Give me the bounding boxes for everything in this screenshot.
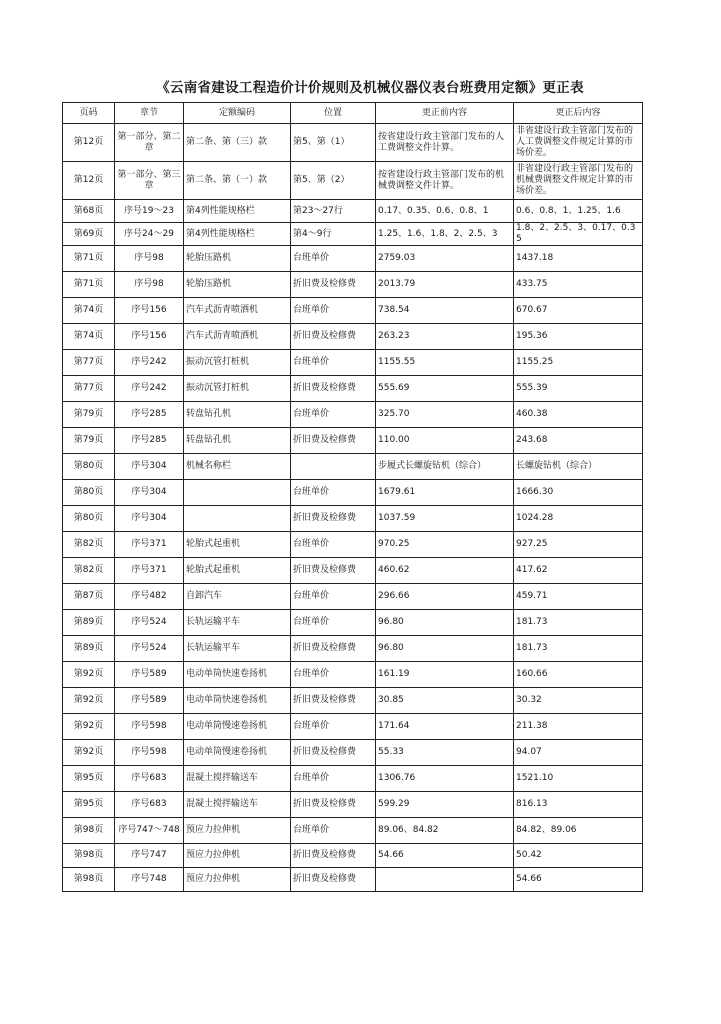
errata-table <box>62 102 643 892</box>
table-row <box>63 298 643 324</box>
cell-page: 第92页 <box>63 714 115 740</box>
cell-page: 第71页 <box>63 272 115 298</box>
cell-position: 折旧费及检修费 <box>291 428 376 454</box>
cell-position: 台班单价 <box>291 584 376 610</box>
cell-section: 序号524 <box>115 636 184 662</box>
cell-page: 第82页 <box>63 558 115 584</box>
cell-before: 970.25 <box>376 532 514 558</box>
cell-page: 第87页 <box>63 584 115 610</box>
table-header-row <box>63 103 643 124</box>
header-page: 页码 <box>63 103 115 124</box>
table-row <box>63 818 643 844</box>
cell-position: 台班单价 <box>291 766 376 792</box>
cell-after: 211.38 <box>514 714 643 740</box>
cell-quota-code: 第4列性能规格栏 <box>184 223 291 246</box>
cell-section: 序号285 <box>115 402 184 428</box>
cell-quota-code: 汽车式沥青喷洒机 <box>184 298 291 324</box>
table-row <box>63 223 643 246</box>
cell-position: 台班单价 <box>291 714 376 740</box>
cell-before: 110.00 <box>376 428 514 454</box>
table-row <box>63 584 643 610</box>
cell-after: 195.36 <box>514 324 643 350</box>
cell-section: 序号242 <box>115 350 184 376</box>
cell-position: 台班单价 <box>291 246 376 272</box>
cell-before: 步履式长螺旋钻机（综合） <box>376 454 514 480</box>
cell-page: 第80页 <box>63 454 115 480</box>
cell-section: 序号598 <box>115 740 184 766</box>
cell-before: 1155.55 <box>376 350 514 376</box>
cell-section: 序号242 <box>115 376 184 402</box>
table-row <box>63 714 643 740</box>
cell-quota-code: 第二条、第（三）款 <box>184 124 291 162</box>
cell-section: 序号98 <box>115 246 184 272</box>
cell-page: 第95页 <box>63 792 115 818</box>
cell-section: 序号683 <box>115 792 184 818</box>
cell-before: 599.29 <box>376 792 514 818</box>
cell-position: 第5、第（2） <box>291 162 376 200</box>
cell-position: 台班单价 <box>291 402 376 428</box>
cell-after: 84.82、89.06 <box>514 818 643 844</box>
cell-section: 序号589 <box>115 662 184 688</box>
cell-section: 序号285 <box>115 428 184 454</box>
cell-quota-code: 电动单筒快速卷扬机 <box>184 688 291 714</box>
cell-position: 台班单价 <box>291 532 376 558</box>
cell-quota-code: 轮胎式起重机 <box>184 532 291 558</box>
cell-quota-code: 轮胎式起重机 <box>184 558 291 584</box>
cell-page: 第79页 <box>63 402 115 428</box>
cell-page: 第82页 <box>63 532 115 558</box>
cell-position: 第23～27行 <box>291 200 376 223</box>
cell-before: 2013.79 <box>376 272 514 298</box>
cell-page: 第89页 <box>63 636 115 662</box>
cell-before: 325.70 <box>376 402 514 428</box>
cell-page: 第74页 <box>63 324 115 350</box>
cell-section: 序号156 <box>115 324 184 350</box>
header-section: 章节 <box>115 103 184 124</box>
cell-page: 第92页 <box>63 740 115 766</box>
cell-after: 长螺旋钻机（综合） <box>514 454 643 480</box>
cell-before: 55.33 <box>376 740 514 766</box>
cell-quota-code: 电动单筒慢速卷扬机 <box>184 740 291 766</box>
cell-after: 1666.30 <box>514 480 643 506</box>
cell-before: 460.62 <box>376 558 514 584</box>
cell-quota-code: 振动沉管打桩机 <box>184 376 291 402</box>
cell-before: 738.54 <box>376 298 514 324</box>
cell-after: 181.73 <box>514 636 643 662</box>
cell-quota-code: 混凝土搅拌输送车 <box>184 792 291 818</box>
cell-page: 第12页 <box>63 124 115 162</box>
cell-after: 54.66 <box>514 868 643 892</box>
cell-before: 1.25、1.6、1.8、2、2.5、3 <box>376 223 514 246</box>
cell-quota-code <box>184 480 291 506</box>
cell-before: 1306.76 <box>376 766 514 792</box>
table-row <box>63 124 643 162</box>
cell-quota-code: 电动单筒快速卷扬机 <box>184 662 291 688</box>
cell-before: 263.23 <box>376 324 514 350</box>
cell-position: 折旧费及检修费 <box>291 688 376 714</box>
cell-after: 459.71 <box>514 584 643 610</box>
cell-before: 2759.03 <box>376 246 514 272</box>
table-row <box>63 246 643 272</box>
cell-page: 第98页 <box>63 818 115 844</box>
cell-section: 序号482 <box>115 584 184 610</box>
cell-quota-code: 预应力拉伸机 <box>184 818 291 844</box>
cell-after: 670.67 <box>514 298 643 324</box>
cell-quota-code: 预应力拉伸机 <box>184 868 291 892</box>
table-row <box>63 532 643 558</box>
table-row <box>63 506 643 532</box>
cell-after: 433.75 <box>514 272 643 298</box>
cell-section: 第一部分、第二章 <box>115 124 184 162</box>
cell-before: 296.66 <box>376 584 514 610</box>
cell-position: 台班单价 <box>291 662 376 688</box>
cell-page: 第74页 <box>63 298 115 324</box>
cell-after: 1.8、2、2.5、3、0.17、0.35 <box>514 223 643 246</box>
cell-page: 第98页 <box>63 844 115 868</box>
table-row <box>63 350 643 376</box>
table-row <box>63 376 643 402</box>
header-after: 更正后内容 <box>514 103 643 124</box>
cell-quota-code: 第二条、第（一）款 <box>184 162 291 200</box>
cell-section: 序号598 <box>115 714 184 740</box>
cell-section: 序号156 <box>115 298 184 324</box>
cell-page: 第80页 <box>63 506 115 532</box>
cell-section: 序号371 <box>115 532 184 558</box>
cell-after: 94.07 <box>514 740 643 766</box>
cell-quota-code: 转盘钻孔机 <box>184 428 291 454</box>
cell-section: 序号304 <box>115 506 184 532</box>
cell-quota-code: 轮胎压路机 <box>184 272 291 298</box>
cell-section: 序号524 <box>115 610 184 636</box>
cell-after: 0.6、0.8、1、1.25、1.6 <box>514 200 643 223</box>
cell-before: 1037.59 <box>376 506 514 532</box>
cell-after: 1024.28 <box>514 506 643 532</box>
table-row <box>63 792 643 818</box>
cell-after: 非省建设行政主管部门发布的人工费调整文件规定计算的市场价差。 <box>514 124 643 162</box>
cell-before: 89.06、84.82 <box>376 818 514 844</box>
cell-quota-code: 机械名称栏 <box>184 454 291 480</box>
cell-position: 台班单价 <box>291 350 376 376</box>
cell-before: 96.80 <box>376 636 514 662</box>
cell-page: 第92页 <box>63 662 115 688</box>
cell-before: 96.80 <box>376 610 514 636</box>
cell-position: 折旧费及检修费 <box>291 844 376 868</box>
cell-page: 第98页 <box>63 868 115 892</box>
cell-quota-code: 转盘钻孔机 <box>184 402 291 428</box>
cell-position: 折旧费及检修费 <box>291 324 376 350</box>
cell-before: 161.19 <box>376 662 514 688</box>
table-row <box>63 662 643 688</box>
cell-after: 460.38 <box>514 402 643 428</box>
cell-after: 30.32 <box>514 688 643 714</box>
cell-position: 第5、第（1） <box>291 124 376 162</box>
cell-section: 序号19～23 <box>115 200 184 223</box>
cell-before: 按省建设行政主管部门发布的机械费调整文件计算。 <box>376 162 514 200</box>
cell-section: 序号24～29 <box>115 223 184 246</box>
cell-position: 台班单价 <box>291 818 376 844</box>
cell-page: 第92页 <box>63 688 115 714</box>
cell-before: 30.85 <box>376 688 514 714</box>
cell-section: 序号98 <box>115 272 184 298</box>
cell-after: 160.66 <box>514 662 643 688</box>
table-body <box>63 124 643 892</box>
cell-page: 第89页 <box>63 610 115 636</box>
table-row <box>63 428 643 454</box>
cell-page: 第12页 <box>63 162 115 200</box>
cell-position: 台班单价 <box>291 480 376 506</box>
table-row <box>63 402 643 428</box>
cell-quota-code: 第4列性能规格栏 <box>184 200 291 223</box>
cell-page: 第69页 <box>63 223 115 246</box>
cell-section: 序号748 <box>115 868 184 892</box>
cell-section: 序号304 <box>115 454 184 480</box>
cell-quota-code: 轮胎压路机 <box>184 246 291 272</box>
table-row <box>63 324 643 350</box>
cell-position: 折旧费及检修费 <box>291 558 376 584</box>
cell-quota-code: 长轨运输平车 <box>184 610 291 636</box>
cell-before: 按省建设行政主管部门发布的人工费调整文件计算。 <box>376 124 514 162</box>
header-before: 更正前内容 <box>376 103 514 124</box>
table-row <box>63 868 643 892</box>
cell-quota-code: 振动沉管打桩机 <box>184 350 291 376</box>
cell-quota-code: 汽车式沥青喷洒机 <box>184 324 291 350</box>
cell-section: 序号747～748 <box>115 818 184 844</box>
cell-page: 第80页 <box>63 480 115 506</box>
cell-position: 台班单价 <box>291 610 376 636</box>
cell-quota-code: 长轨运输平车 <box>184 636 291 662</box>
table-row <box>63 558 643 584</box>
cell-after: 816.13 <box>514 792 643 818</box>
cell-section: 序号304 <box>115 480 184 506</box>
cell-position: 折旧费及检修费 <box>291 506 376 532</box>
cell-quota-code <box>184 506 291 532</box>
table-row <box>63 480 643 506</box>
table-row <box>63 162 643 200</box>
cell-section: 第一部分、第三章 <box>115 162 184 200</box>
cell-before: 0.17、0.35、0.6、0.8、1 <box>376 200 514 223</box>
cell-after: 1521.10 <box>514 766 643 792</box>
table-row <box>63 610 643 636</box>
cell-after: 417.62 <box>514 558 643 584</box>
cell-after: 555.39 <box>514 376 643 402</box>
cell-page: 第95页 <box>63 766 115 792</box>
cell-section: 序号747 <box>115 844 184 868</box>
table-row <box>63 272 643 298</box>
table-row <box>63 688 643 714</box>
table-row <box>63 740 643 766</box>
cell-quota-code: 电动单筒慢速卷扬机 <box>184 714 291 740</box>
cell-after: 243.68 <box>514 428 643 454</box>
header-position: 位置 <box>291 103 376 124</box>
cell-after: 非省建设行政主管部门发布的机械费调整文件规定计算的市场价差。 <box>514 162 643 200</box>
cell-section: 序号589 <box>115 688 184 714</box>
cell-position <box>291 454 376 480</box>
cell-position: 折旧费及检修费 <box>291 376 376 402</box>
cell-before: 54.66 <box>376 844 514 868</box>
cell-section: 序号683 <box>115 766 184 792</box>
document-title: 《云南省建设工程造价计价规则及机械仪器仪表台班费用定额》更正表 <box>156 80 584 96</box>
cell-quota-code: 自卸汽车 <box>184 584 291 610</box>
cell-after: 1437.18 <box>514 246 643 272</box>
cell-before: 171.64 <box>376 714 514 740</box>
cell-page: 第79页 <box>63 428 115 454</box>
cell-position: 折旧费及检修费 <box>291 636 376 662</box>
table-row <box>63 454 643 480</box>
cell-page: 第77页 <box>63 376 115 402</box>
cell-position: 折旧费及检修费 <box>291 272 376 298</box>
cell-position: 折旧费及检修费 <box>291 868 376 892</box>
cell-section: 序号371 <box>115 558 184 584</box>
cell-after: 181.73 <box>514 610 643 636</box>
cell-quota-code: 混凝土搅拌输送车 <box>184 766 291 792</box>
cell-before <box>376 868 514 892</box>
cell-position: 折旧费及检修费 <box>291 740 376 766</box>
table-row <box>63 844 643 868</box>
cell-page: 第68页 <box>63 200 115 223</box>
cell-after: 50.42 <box>514 844 643 868</box>
cell-after: 1155.25 <box>514 350 643 376</box>
cell-after: 927.25 <box>514 532 643 558</box>
cell-quota-code: 预应力拉伸机 <box>184 844 291 868</box>
cell-page: 第71页 <box>63 246 115 272</box>
cell-position: 第4～9行 <box>291 223 376 246</box>
cell-before: 555.69 <box>376 376 514 402</box>
table-row <box>63 636 643 662</box>
cell-page: 第77页 <box>63 350 115 376</box>
table-row <box>63 766 643 792</box>
table-row <box>63 200 643 223</box>
cell-position: 折旧费及检修费 <box>291 792 376 818</box>
cell-position: 台班单价 <box>291 298 376 324</box>
header-quota-code: 定额编码 <box>184 103 291 124</box>
cell-before: 1679.61 <box>376 480 514 506</box>
